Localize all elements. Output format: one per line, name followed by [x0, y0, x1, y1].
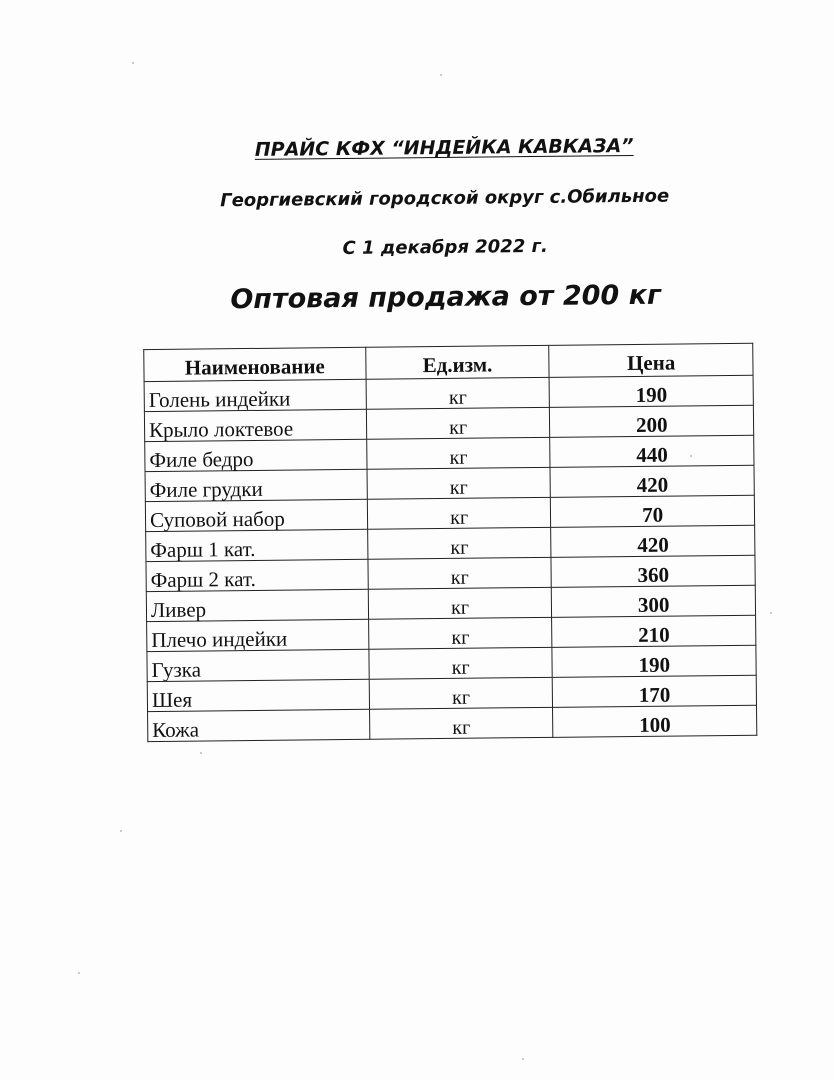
product-unit: кг [367, 527, 551, 559]
product-name: Филе грудки [145, 469, 367, 501]
product-name: Плечо индейки [147, 619, 369, 651]
scan-speck [120, 830, 122, 832]
table-row [147, 615, 756, 651]
product-unit: кг [368, 617, 552, 649]
table-row [148, 705, 757, 741]
product-price: 210 [552, 615, 756, 647]
scan-speck [132, 62, 134, 64]
product-name: Суповой набор [145, 499, 367, 531]
product-unit: кг [367, 467, 551, 499]
location-line: Георгиевский городской округ с.Обильное [220, 185, 670, 212]
product-unit: кг [367, 497, 551, 529]
product-price: 190 [552, 645, 756, 677]
product-price: 170 [553, 675, 757, 707]
table-row [144, 375, 753, 411]
product-unit: кг [369, 647, 553, 679]
product-name: Ливер [146, 589, 368, 621]
scan-speck [78, 972, 80, 974]
price-table [143, 343, 757, 742]
product-name: Крыло локтевое [144, 409, 366, 441]
wholesale-heading: Оптовая продажа от 200 кг [230, 279, 662, 316]
product-price: 190 [549, 375, 753, 407]
header-price: Цена [549, 343, 753, 377]
product-unit: кг [366, 377, 550, 409]
product-unit: кг [369, 707, 553, 739]
product-name: Гузка [147, 649, 369, 681]
product-name: Фарш 1 кат. [146, 529, 368, 561]
product-unit: кг [368, 557, 552, 589]
product-name: Кожа [148, 709, 370, 741]
product-unit: кг [366, 407, 550, 439]
scan-speck [690, 455, 692, 457]
product-price: 100 [553, 705, 757, 737]
product-name: Фарш 2 кат. [146, 559, 368, 591]
product-price: 420 [550, 465, 754, 497]
product-price: 200 [550, 405, 754, 437]
product-price: 440 [550, 435, 754, 467]
product-unit: кг [368, 587, 552, 619]
table-row [147, 675, 756, 711]
effective-date: С 1 декабря 2022 г. [342, 235, 548, 260]
table-body [144, 375, 757, 741]
price-list-title: ПРАЙС КФХ “ИНДЕЙКА КАВКАЗА” [254, 134, 634, 161]
scan-speck [200, 752, 202, 754]
header-name: Наименование [144, 347, 366, 381]
product-name: Филе бедро [145, 439, 367, 471]
product-price: 300 [552, 585, 756, 617]
product-unit: кг [366, 437, 550, 469]
product-name: Шея [147, 679, 369, 711]
scan-speck [440, 74, 442, 76]
product-price: 420 [551, 525, 755, 557]
scan-speck [770, 612, 772, 614]
product-unit: кг [369, 677, 553, 709]
header-unit: Ед.изм. [366, 345, 550, 379]
scan-speck [522, 1058, 524, 1060]
product-price: 360 [551, 555, 755, 587]
product-name: Голень индейки [144, 379, 366, 411]
product-price: 70 [551, 495, 755, 527]
